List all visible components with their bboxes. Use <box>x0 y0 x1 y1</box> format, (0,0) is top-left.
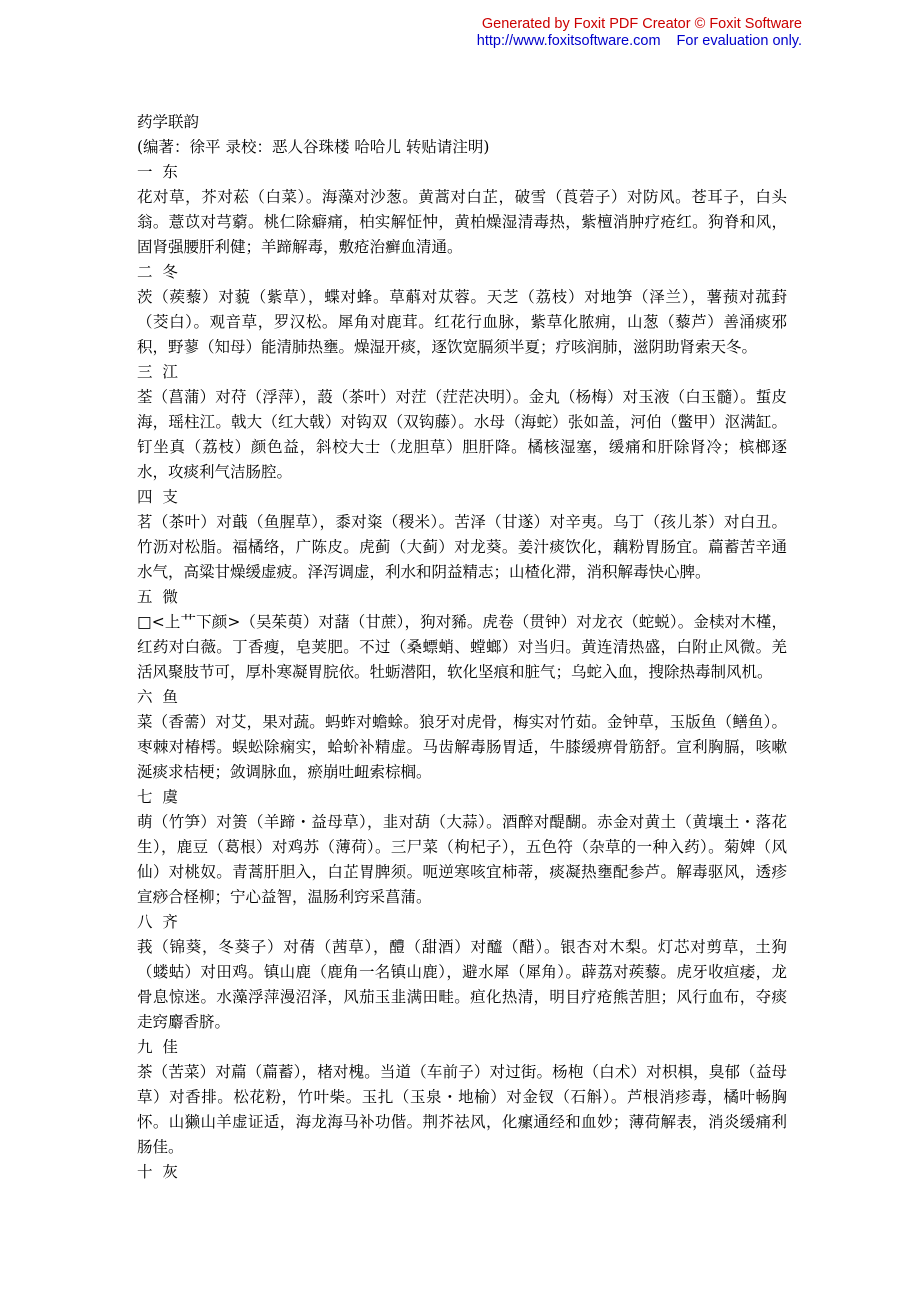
watermark-note: For evaluation only. <box>676 33 802 49</box>
section-heading: 十 灰 <box>137 1163 178 1181</box>
section-heading: 六 鱼 <box>137 688 178 706</box>
foxit-watermark <box>477 16 802 50</box>
section-heading: 三 江 <box>137 363 178 381</box>
section-text: 萌（竹笋）对箦（羊蹄・益母草），韭对葫（大蒜）。酒醉对醍醐。赤金对黄土（黄壤土・落花生），鹿豆（葛根）对鸡苏（薄荷）。三尸菜（枸杞子），五色符（杂草的一种入药）。菊婢（风仙）对桃奴。青蒿肝胆入，白芷胃脾须。呃逆寒咳宜柿蒂，痰凝热壅配参芦。解毒驱风，透疹宣痧合柽柳；宁心益智，温肠利窍采菖蒲。 <box>137 813 787 906</box>
section-text: 茗（茶叶）对蕺（鱼腥草），黍对粢（稷米）。苦泽（甘遂）对辛夷。乌丁（孩儿茶）对白丑。竹沥对松脂。福橘络，广陈皮。虎蓟（大蓟）对龙葵。姜汁痰饮化，藕粉胃肠宜。萹蓄苦辛通水气，高粱甘燥缓虚疲。泽泻调虚，利水和阴益精志；山楂化滞，消积解毒快心脾。 <box>137 513 787 581</box>
section-text: □<上艹下颜>（吴茱萸）对藷（甘蔗），狗对豨。虎卷（贯钟）对龙衣（蛇蜕）。金椟对木槿，红药对白薇。丁香瘦，皂荚肥。不过（桑螵蛸、螳螂）对当归。黄连清热盛，白附止风微。羌活风聚肢节可，厚朴寒凝胃脘依。牡蛎潜阳，软化坚痕和脏气；乌蛇入血，搜除热毒制风机。 <box>137 613 787 681</box>
section-text: 茨（蒺藜）对藐（紫草），蝶对蜂。草蔛对苁蓉。天芝（荔枝）对地笋（泽兰），薯蓣对菰葑（茭白）。观音草，罗汉松。犀角对鹿茸。红花行血脉，紫草化脓痈，山葱（藜芦）善涌痰邪积，野蓼（知母）能清肺热壅。燥湿开痰，逐饮宽膈须半夏；疗咳润肺，滋阴助肾索天冬。 <box>137 288 787 356</box>
watermark-line-1: Generated by Foxit PDF Creator © Foxit Software <box>481 16 802 32</box>
section-heading: 八 齐 <box>137 913 178 931</box>
section-text: 花对草，芥对菘（白菜）。海藻对沙葱。黄蒿对白芷，破雪（莨菪子）对防风。苍耳子，白头翁。薏苡对芎藭。桃仁除癖痛，柏实解怔忡，黄柏燥湿清毒热，紫檀消肿疗疮红。狗脊和风，固肾强腰肝利健；羊蹄解毒，敷疮治癣血清通。 <box>137 188 787 256</box>
section-text: 荃（菖蒲）对苻（浮萍），蔎（茶叶）对茳（茳茫决明）。金丸（杨梅）对玉液（白玉髓）。蜇皮海，瑶柱江。戟大（红大戟）对钩双（双钩藤）。水母（海蛇）张如盖，河伯（鳖甲）沤满缸。钉坐真（荔枝）颜色益，斜校大士（龙胆草）胆肝降。橘核湿塞，缓痛和肝除肾冷；槟榔逐水，攻痰利气洁肠腔。 <box>137 388 787 481</box>
section-heading: 四 支 <box>137 488 178 506</box>
section-heading: 七 虞 <box>137 788 178 806</box>
section-text: 菜（香薷）对艾，果对蔬。蚂蚱对蟾蜍。狼牙对虎骨，梅实对竹茹。金钟草，玉版鱼（鳝鱼）。枣棘对椿樗。蜈蚣除痫实，蛤蚧补精虚。马齿解毒肠胃适，牛膝缓痹骨筋舒。宣利胸膈，咳嗽涎痰求桔梗；敛调脉血，瘀崩吐衄索棕榈。 <box>137 713 787 781</box>
section-text: 莪（锦葵，冬葵子）对蒨（茜草），醴（甜酒）对醯（醋）。银杏对木梨。灯芯对剪草，土狗（蝼蛄）对田鸡。镇山鹿（鹿角一名镇山鹿），避水犀（犀角）。薜荔对蒺藜。虎牙收疸痿，龙骨息惊迷。水藻浮萍漫沼泽，风茄玉韭满田畦。疸化热清，明目疗疮熊苦胆；风行血布，夺痰走窍麝香脐。 <box>137 938 787 1031</box>
section-heading: 一 东 <box>137 163 178 181</box>
document-byline: (编著：徐平 录校：恶人谷珠楼 哈哈儿 转贴请注明) <box>137 138 490 156</box>
section-heading: 二 冬 <box>137 263 178 281</box>
watermark-url: http://www.foxitsoftware.com <box>476 33 661 49</box>
watermark-line-2 <box>477 33 802 50</box>
section-heading: 九 佳 <box>137 1038 178 1056</box>
document-body <box>137 110 787 1185</box>
section-text: 茶（苦菜）对萹（萹蓄），楮对槐。当道（车前子）对过街。杨枹（白术）对枳椇，臭郁（益母草）对香排。松花粉，竹叶柴。玉扎（玉泉・地榆）对金钗（石斛）。芦根消疹毒，橘叶畅胸怀。山獭山羊虚证适，海龙海马补功偕。荆芥祛风，化瘰通经和血妙；薄荷解表，消炎缓痛利肠佳。 <box>137 1063 787 1156</box>
section-heading: 五 微 <box>137 588 178 606</box>
document-title: 药学联韵 <box>137 113 200 131</box>
